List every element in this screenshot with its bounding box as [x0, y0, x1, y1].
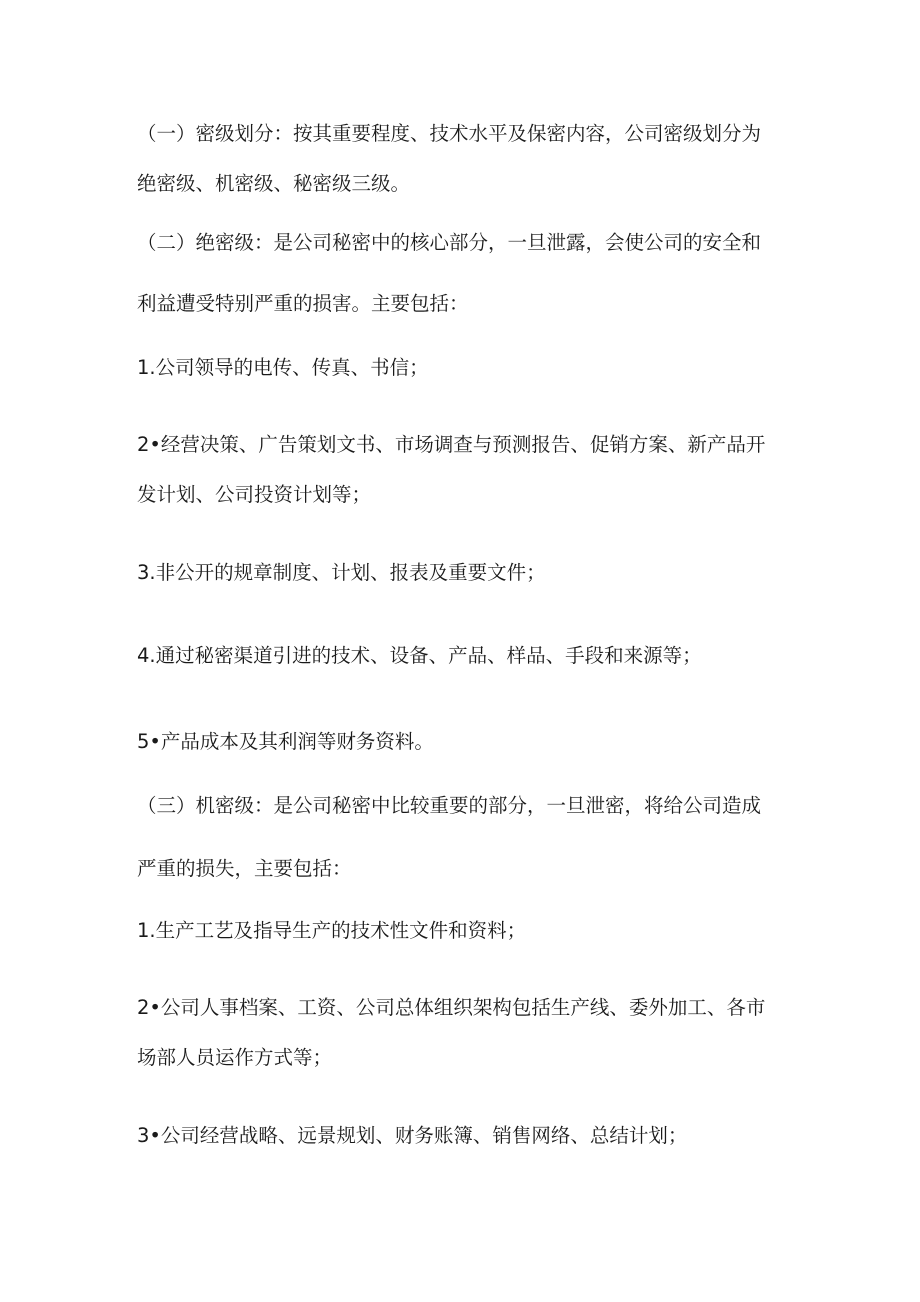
- text-line: 利益遭受特别严重的损害。主要包括：: [137, 292, 469, 315]
- text-line: 2•公司人事档案、工资、公司总体组织架构包括生产线、委外加工、各市: [137, 996, 766, 1019]
- text-line: 4.通过秘密渠道引进的技术、设备、产品、样品、手段和来源等；: [137, 644, 702, 667]
- text-line: 1.生产工艺及指导生产的技术性文件和资料；: [137, 919, 527, 942]
- text-line: （二）绝密级：是公司秘密中的核心部分，一旦泄露，会使公司的安全和: [137, 231, 762, 254]
- text-line: 5•产品成本及其利润等财务资料。: [137, 730, 434, 753]
- text-line: （三）机密级：是公司秘密中比较重要的部分，一旦泄密，将给公司造成: [137, 794, 762, 817]
- text-line: 2•经营决策、广告策划文书、市场调查与预测报告、促销方案、新产品开: [137, 433, 766, 456]
- text-line: 1.公司领导的电传、传真、书信；: [137, 356, 429, 379]
- text-line: 3.非公开的规章制度、计划、报表及重要文件；: [137, 561, 546, 584]
- text-line: 场部人员运作方式等；: [137, 1046, 333, 1069]
- text-line: （一）密级划分：按其重要程度、技术水平及保密内容，公司密级划分为: [137, 122, 762, 145]
- text-line: 3•公司经营战略、远景规划、财务账簿、销售网络、总结计划；: [137, 1124, 688, 1147]
- text-line: 绝密级、机密级、秘密级三级。: [137, 172, 411, 195]
- text-line: 严重的损失，主要包括：: [137, 857, 352, 880]
- text-line: 发计划、公司投资计划等；: [137, 483, 372, 506]
